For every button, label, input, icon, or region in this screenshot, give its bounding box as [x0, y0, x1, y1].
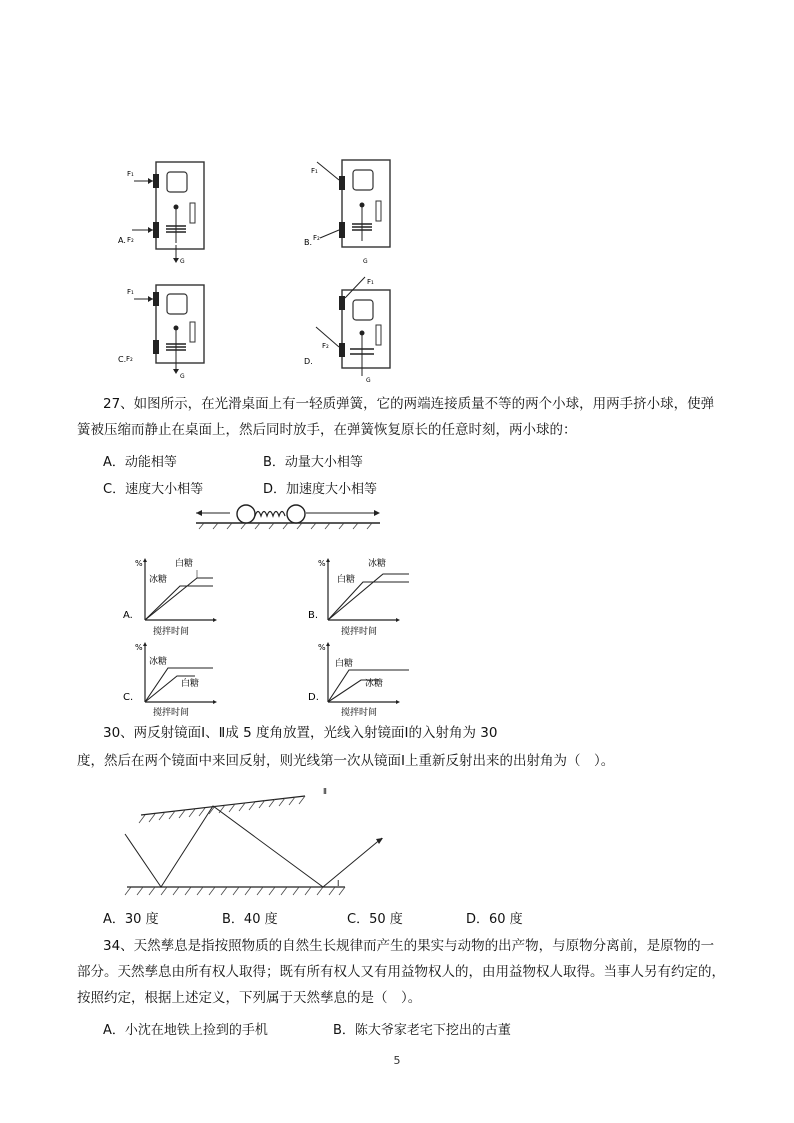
q27-option-c: C．速度大小相等 [103, 482, 204, 497]
graph-letter-b: B. [308, 610, 319, 621]
q30-option-c: C．50 度 [347, 912, 403, 927]
force-f2-label: F₂ [127, 236, 134, 244]
graph-lower-label: 冰糖 [365, 679, 384, 689]
force-g-label: G [363, 258, 368, 265]
q34-option-b: B．陈大爷家老宅下挖出的古董 [333, 1023, 511, 1038]
graph-upper-label: 冰糖 [368, 559, 387, 569]
graph-panel-b [308, 557, 409, 637]
force-f1-label: F₁ [367, 278, 374, 286]
graph-xlabel: 搅拌时间 [341, 627, 378, 637]
q27-option-b: B．动量大小相等 [263, 455, 363, 470]
force-f1-label: F₁ [127, 170, 134, 178]
panel-label-b: B. [304, 238, 313, 247]
question-27-text: 27、如图所示，在光滑桌面上有一轻质弹簧，它的两端连接质量不等的两个小球，用两手挤小球，使弹簧被压缩而静止在桌面上，然后同时放手，在弹簧恢复原长的任意时刻，两小球的： [77, 396, 715, 438]
dissolution-graphs-figure [115, 552, 415, 717]
graph-xlabel: 搅拌时间 [153, 627, 190, 637]
mirror-diagram-figure [115, 782, 375, 900]
force-diagram-figure [110, 150, 400, 384]
graph-letter-d: D. [308, 692, 319, 703]
panel-label-a: A. [118, 236, 126, 245]
question-30-line2: 度，然后在两个镜面中来回反射，则光线第一次从镜面Ⅰ上重新反射出来的出射角为（ ）。 [77, 753, 615, 769]
panel-label-c: C. [118, 355, 127, 364]
page-number: 5 [393, 1054, 401, 1067]
graph-letter-a: A. [123, 610, 133, 621]
graph-ylabel: % [135, 559, 143, 568]
graph-xlabel: 搅拌时间 [153, 708, 190, 718]
graph-panel-c [123, 642, 217, 718]
force-f2-label: F₂ [313, 234, 320, 242]
graph-lower-label: 白糖 [181, 679, 200, 689]
force-g-label: G [180, 258, 185, 265]
force-panel-c [118, 285, 204, 380]
force-g-label: G [180, 373, 185, 380]
force-g-label: G [366, 377, 371, 384]
q30-option-b: B．40 度 [222, 912, 278, 927]
graph-upper-label: 冰糖 [149, 657, 168, 667]
graph-xlabel: 搅拌时间 [341, 708, 378, 718]
graph-upper-label: 白糖 [335, 659, 354, 669]
q34-option-a: A．小沈在地铁上捡到的手机 [103, 1023, 268, 1038]
force-panel-a [118, 162, 204, 265]
graph-panel-a [123, 557, 217, 637]
force-panel-b [304, 160, 390, 265]
mirror-diagram-svg [115, 782, 375, 900]
graph-upper-label: 白糖 [175, 559, 194, 569]
force-f2-label: F₂ [126, 355, 133, 363]
graph-letter-c: C. [123, 692, 134, 703]
spring-balls-svg [190, 502, 390, 530]
question-30-line1: 30、两反射镜面Ⅰ、Ⅱ成 5 度角放置，光线入射镜面Ⅰ的入射角为 30 [103, 725, 498, 741]
force-panel-d [304, 277, 390, 384]
force-f2-label: F₂ [322, 342, 329, 350]
q27-option-a: A．动能相等 [103, 455, 177, 470]
graph-ylabel: % [318, 643, 326, 652]
graph-lower-label: 白糖 [337, 575, 356, 585]
spring-balls-figure [190, 502, 390, 530]
dissolution-graphs-svg [115, 552, 415, 717]
panel-label-d: D. [304, 357, 313, 366]
force-f1-label: F₁ [127, 288, 134, 296]
q30-option-a: A．30 度 [103, 912, 159, 927]
graph-panel-d [308, 642, 409, 718]
force-diagrams-svg [110, 150, 400, 384]
q27-option-d: D．加速度大小相等 [263, 482, 378, 497]
graph-ylabel: % [135, 643, 143, 652]
force-f1-label: F₁ [311, 167, 318, 175]
q30-option-d: D．60 度 [466, 912, 523, 927]
mirror-label-lower: Ⅰ [337, 879, 340, 888]
mirror-label-upper: Ⅱ [323, 787, 327, 796]
graph-lower-label: 冰糖 [149, 575, 168, 585]
graph-ylabel: % [318, 559, 326, 568]
question-34-text: 34、天然孳息是指按照物质的自然生长规律而产生的果实与动物的出产物，与原物分离前，是原物的一部分。天然孳息由所有权人取得；既有所有权人又有用益物权人的，由用益物权人取得。当事人另有约定的，按照约定，根据上述定义，下列属于天然孳息的是（ ）。 [77, 938, 725, 1006]
